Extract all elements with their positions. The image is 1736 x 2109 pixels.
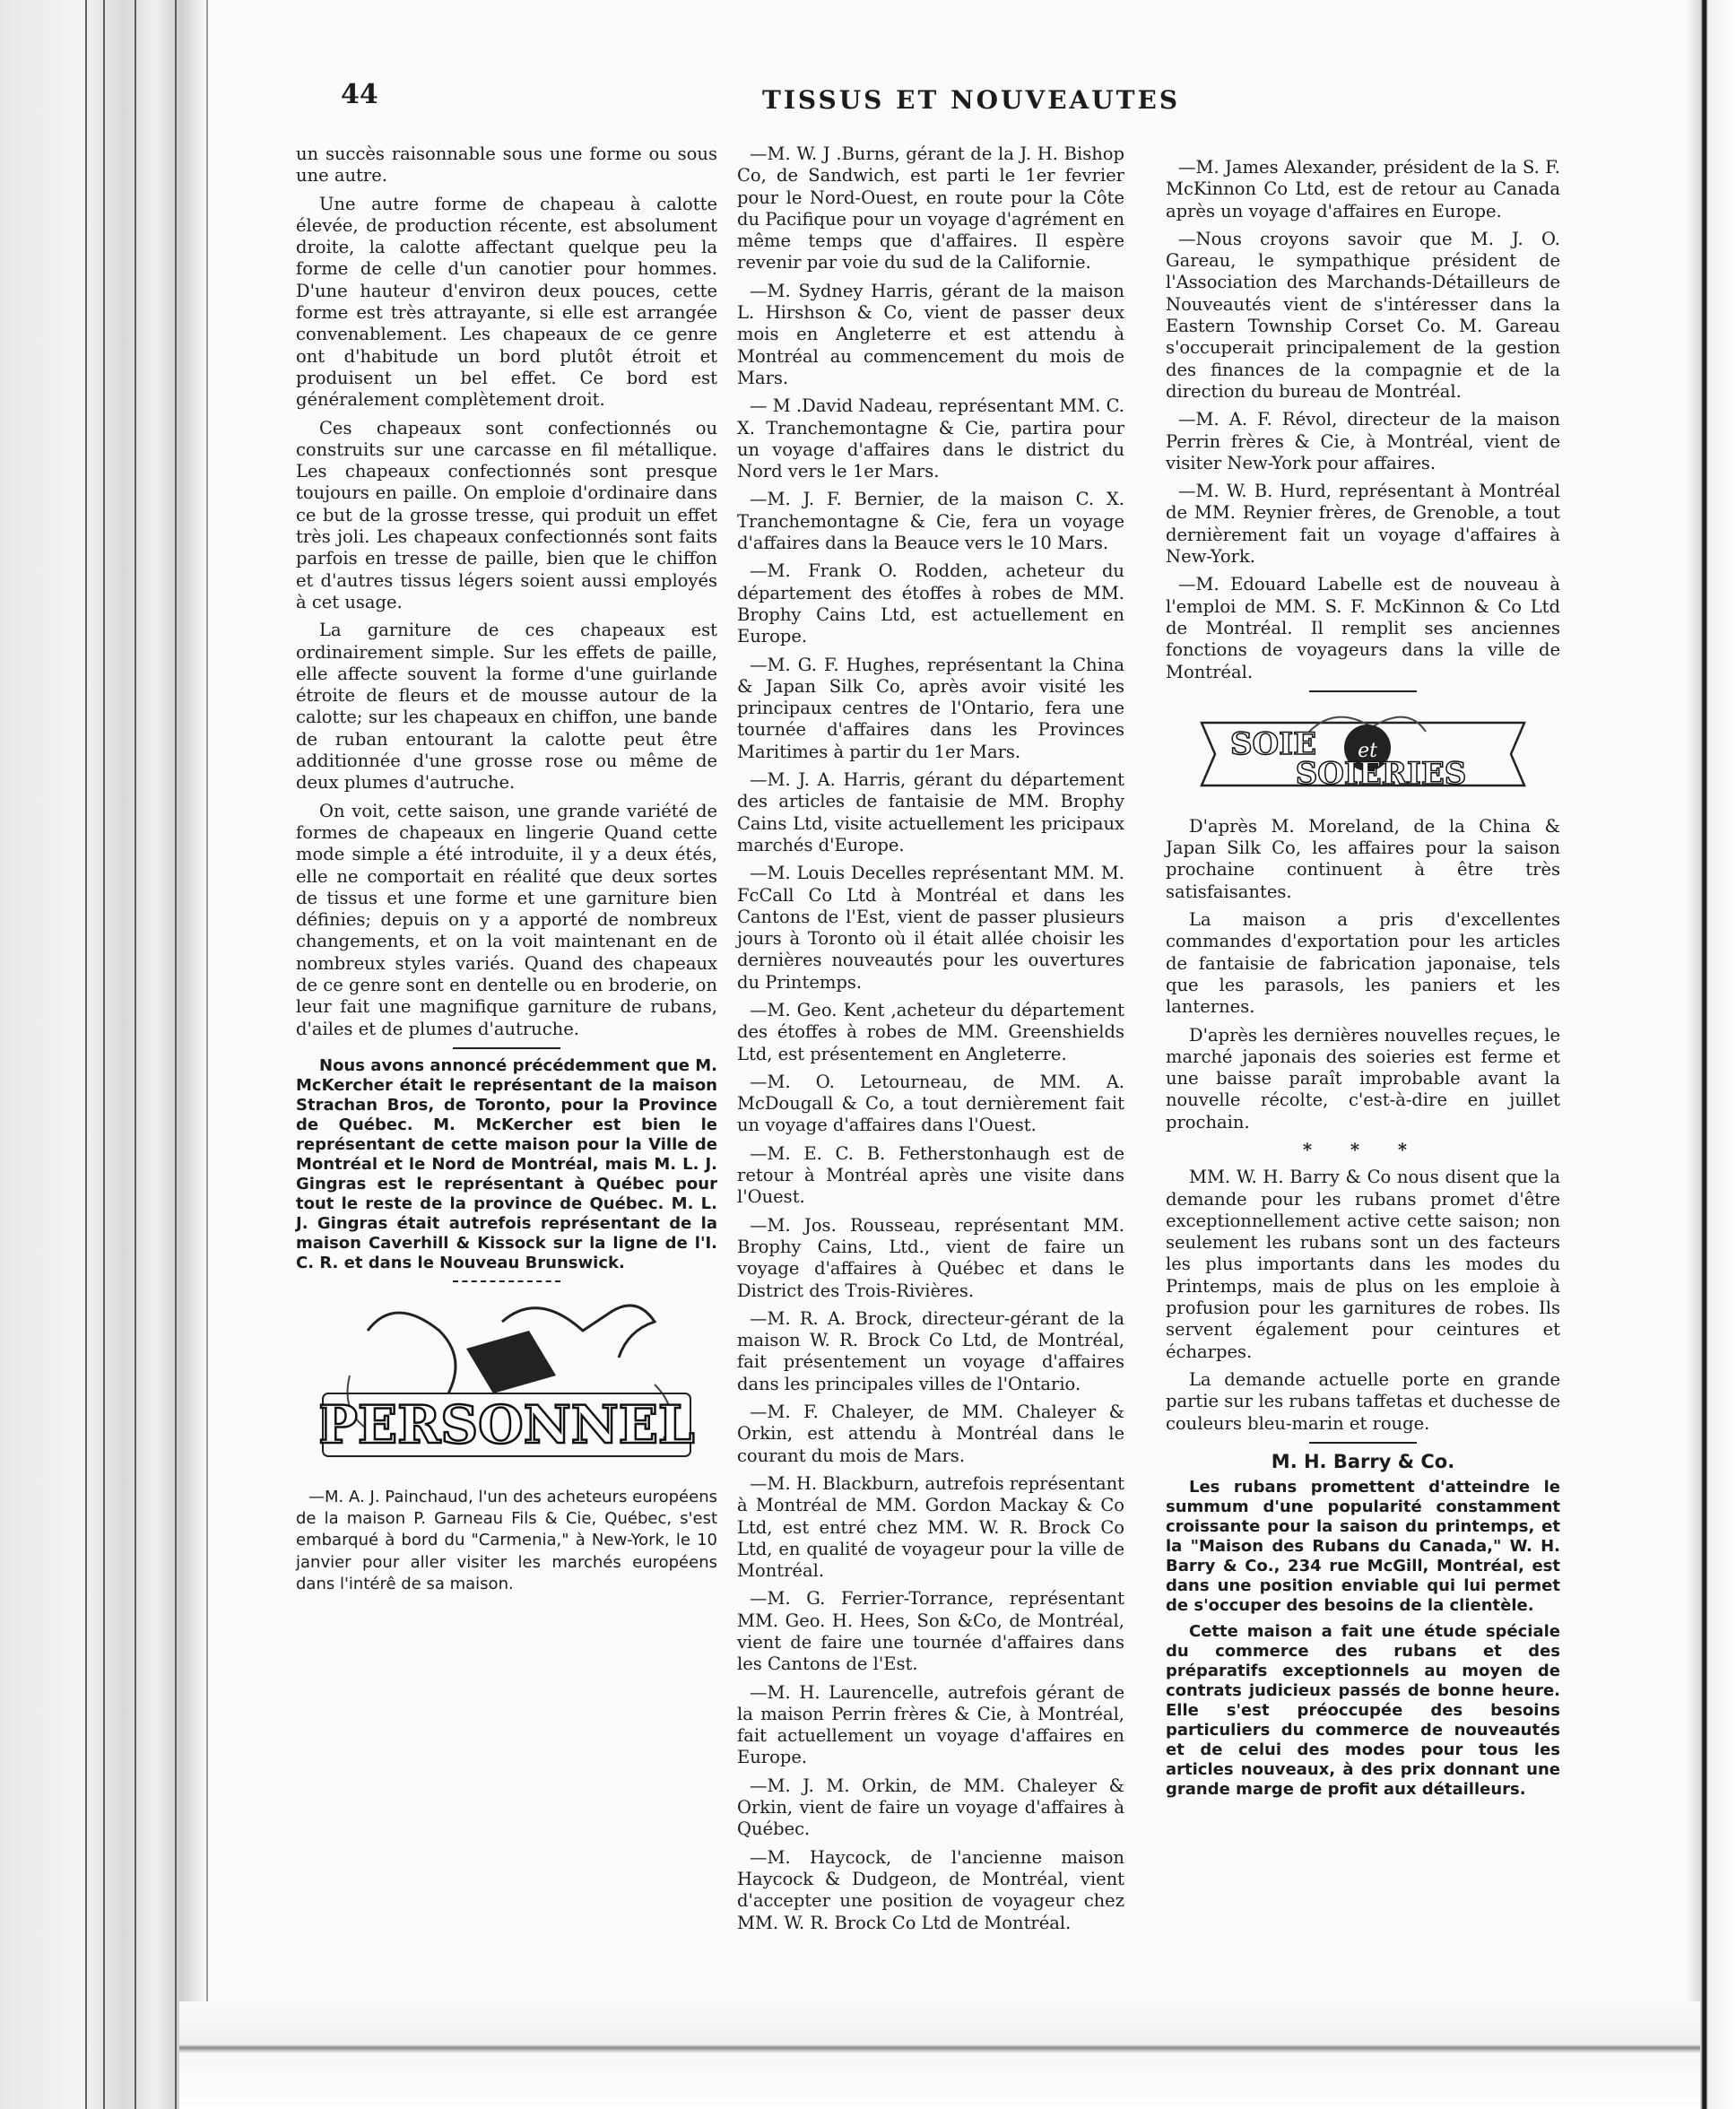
divider xyxy=(453,1047,560,1049)
column-2 xyxy=(737,143,1124,1940)
personnel-item: —M. G. Ferrier-Torrance, représentant MM. Geo. H. Hees, Son &Co, de Montréal, vient de faire une tournée d'affaires dans les Cantons de l'Est. xyxy=(737,1588,1124,1675)
paragraph: La maison a pris d'excellentes commandes d'exportation pour les articles de fantaisie de fabrication japonaise, tels que les parasols, les paniers et les lanternes. xyxy=(1166,909,1560,1018)
book-bottom-edge xyxy=(179,2001,1700,2109)
soie-banner xyxy=(1193,705,1533,803)
personnel-item: —M. F. Chaleyer, de MM. Chaleyer & Orkin, est attendu à Montréal dans le courant du mois de Mars. xyxy=(737,1402,1124,1466)
personnel-item: —M. H. Blackburn, autrefois représentant à Montréal de MM. Gordon Mackay & Co Ltd, est entré chez MM. W. R. Brock Co Ltd, en qualité de voyageur pour la ville de Montréal. xyxy=(737,1472,1124,1582)
paragraph: D'après les dernières nouvelles reçues, le marché japonais des soieries est ferme et une baisse paraît improbable avant la nouvelle récolte, c'est-à-dire en juillet prochain. xyxy=(1166,1024,1560,1133)
personnel-item: —M. E. C. B. Fetherstonhaugh est de retour à Montréal après une visite dans l'Ouest. xyxy=(737,1142,1124,1208)
paragraph: Ces chapeaux sont confectionnés ou construits sur une carcasse en fil métallique. Les chapeaux confectionnés sont presque toujours en paille. On emploie d'ordinaire dans ce but de la grosse tresse, qui produit un effet très joli. Les chapeaux confectionnés sont faits parfois en tresse de paille, bien que le chiffon et d'autres tissus légers soient aussi employés à cet usage. xyxy=(296,417,717,612)
personnel-item: — M .David Nadeau, représentant MM. C. X. Tranchemontagne & Cie, partira pour un voyage d'affaires dans le district du Nord vers le 1er Mars. xyxy=(737,395,1124,482)
personnel-title: PERSONNEL xyxy=(318,1393,695,1455)
book-page-edges xyxy=(0,0,206,2109)
personnel-item: —M. James Alexander, président de la S. F. McKinnon Co Ltd, est de retour au Canada après un voyage d'affaires en Europe. xyxy=(1166,157,1560,221)
personnel-item: —M. Sydney Harris, gérant de la maison L. Hirshson & Co, vient de passer deux mois en Angleterre et est attendu à Montréal au commencement du mois de Mars. xyxy=(737,280,1124,388)
page-number: 44 xyxy=(341,79,378,110)
column-1 xyxy=(296,143,717,1601)
paragraph: On voit, cette saison, une grande variété de formes de chapeaux en lingerie Quand cette mode simple a été introduite, il y a deux étés, elle ne comportait en réalité que deux sortes de tissus et une forme et une garniture bien définies; depuis on y a apporté de nombreux changements, et on la voit maintenant en de nombreux styles variés. Quand des chapeaux de ce genre sont en dentelle ou en broderie, on leur fait une magnifique garniture de rubans, d'ailes et de plumes d'autruche. xyxy=(296,800,717,1039)
soie-ornament-icon xyxy=(1193,705,1533,803)
soieries-word: SOIERIES xyxy=(1295,755,1467,792)
notice-paragraph: Nous avons annoncé précédemment que M. McKercher était le représentant de la maison Strachan Bros, de Toronto, pour la Province de Québec. M. McKercher est bien le représentant de cette maison pour la Ville de Montréal et le Nord de Montréal, mais M. L. J. Gingras est le représentant à Québec pour tout le reste de la province de Québec. M. L. J. Gingras était autrefois représentant de la maison Caverhill & Kissock sur la ligne de l'I. C. R. et dans le Nouveau Brunswick. xyxy=(296,1055,717,1272)
personnel-item: —M. Frank O. Rodden, acheteur du département des étoffes à robes de MM. Brophy Cains Ltd, est actuellement en Europe. xyxy=(737,560,1124,647)
personnel-item: —M. H. Laurencelle, autrefois gérant de la maison Perrin frères & Cie, à Montréal, fait actuellement un voyage d'affaires en Europe. xyxy=(737,1681,1124,1768)
personnel-item: —M. G. F. Hughes, représentant la China & Japan Silk Co, après avoir visité les principaux centres de l'Ontario, fera une tournée d'affaires dans les Provinces Maritimes à partir du 1er Mars. xyxy=(737,654,1124,762)
paragraph: MM. W. H. Barry & Co nous disent que la demande pour les rubans promet d'être exceptionnellement active cette saison; non seulement les rubans sont un des facteurs les plus importants dans les modes du Printemps, mais de plus on les emploie à profusion pour les garnitures de robes. Ils servent également pour ceintures et écharpes. xyxy=(1166,1167,1560,1362)
personnel-item: —M. W. J .Burns, gérant de la J. H. Bishop Co, de Sandwich, est parti le 1er fevrier pour le Nord-Ouest, en route pour la Côte du Pacifique pour un voyage d'agrément en même temps que d'affaires. Il espère revenir par voie du sud de la Californie. xyxy=(737,143,1124,273)
personnel-item: —M. O. Letourneau, de MM. A. McDougall & Co, a tout dernièrement fait un voyage d'affaires dans l'Ouest. xyxy=(737,1071,1124,1136)
personnel-item: —M. J. A. Harris, gérant du département des articles de fantaisie de MM. Brophy Cains Ltd, visite actuellement les pricipaux marchés d'Europe. xyxy=(737,769,1124,855)
paragraph: La garniture de ces chapeaux est ordinairement simple. Sur les effets de paille, elle affecte souvent la forme d'une guirlande étroite de fleurs et de mousse autour de la calotte; sur les chapeaux en chiffon, une bande de ruban entourant la calotte peut être additionnée d'une grosse rose ou même de deux plumes d'autruche. xyxy=(296,620,717,794)
personnel-item: —M. A. J. Painchaud, l'un des acheteurs européens de la maison P. Garneau Fils & Cie, Québec, s'est embarqué à bord du "Carmenia," à New-York, le 10 janvier pour aller visiter les marchés européens dans l'intérê de sa maison. xyxy=(296,1487,717,1594)
personnel-item: —M. R. A. Brock, directeur-gérant de la maison W. R. Brock Co Ltd, de Montréal, fait présentement un voyage d'affaires dans les principales villes de l'Ontario. xyxy=(737,1307,1124,1394)
personnel-item: —M. Geo. Kent ,acheteur du département des étoffes à robes de MM. Greenshields Ltd, est présentement en Angleterre. xyxy=(737,999,1124,1064)
personnel-item: —M. J. M. Orkin, de MM. Chaleyer & Orkin, vient de faire un voyage d'affaires à Québec. xyxy=(737,1775,1124,1840)
paragraph: La demande actuelle porte en grande partie sur les rubans taffetas et duchesse de couleurs bleu-marin et rouge. xyxy=(1166,1368,1560,1434)
personnel-item: —M. W. B. Hurd, représentant à Montréal de MM. Reynier frères, de Grenoble, a tout dernièrement fait un voyage d'affaires à New-York. xyxy=(1166,481,1560,568)
bold-block xyxy=(1166,1478,1560,1800)
soie-word: SOIE xyxy=(1230,725,1316,762)
section-heading: M. H. Barry & Co. xyxy=(1271,1450,1455,1472)
personnel-ornament-icon xyxy=(314,1295,699,1474)
personnel-item: —M. J. F. Bernier, de la maison C. X. Tranchemontagne & Cie, fera un voyage d'affaires dans la Beauce vers le 10 Mars. xyxy=(737,489,1124,554)
paragraph: D'après M. Moreland, de la China & Japan Silk Co, les affaires pour la saison prochaine continuent à être très satisfaisantes. xyxy=(1166,815,1560,902)
paragraph: Les rubans promettent d'atteindre le summum d'une popularité constamment croissante pour la saison du printemps, et la "Maison des Rubans du Canada," W. H. Barry & Co., 234 rue McGill, Montréal, est dans une position enviable qui lui permet de s'occuper des besoins de la clientèle. xyxy=(1166,1478,1560,1616)
personnel-item: —M. Haycock, de l'ancienne maison Haycock & Dudgeon, de Montréal, vient d'accepter une position de voyageur chez MM. W. R. Brock Co Ltd de Montréal. xyxy=(737,1846,1124,1933)
paragraph: un succès raisonnable sous une forme ou sous une autre. xyxy=(296,143,717,187)
personnel-item: —Nous croyons savoir que M. J. O. Gareau, le sympathique président de l'Association des Marchands-Détailleurs de Nouveautés vient de s'intéresser dans la Eastern Township Corset Co. M. Gareau s'occuperait principalement de la gestion des finances de la compagnie et de la direction du bureau de Montréal. xyxy=(1166,228,1560,402)
book-right-edge xyxy=(1686,0,1736,2109)
personnel-item: —M. Jos. Rousseau, représentant MM. Brophy Cains, Ltd., vient de faire un voyage d'affaires à Québec et dans le District des Trois-Rivières. xyxy=(737,1214,1124,1301)
divider xyxy=(453,1280,560,1282)
divider xyxy=(1309,1442,1417,1444)
section-stars: * * * xyxy=(1302,1139,1424,1160)
divider xyxy=(1309,690,1417,692)
personnel-banner xyxy=(314,1295,699,1474)
personnel-item: —M. Louis Decelles représentant MM. M. FcCall Co Ltd à Montréal et dans les Cantons de l'Est, vient de passer plusieurs jours à Toronto où il était allée choisir les dernières nouveautés pour les ouvertures du Printemps. xyxy=(737,863,1124,993)
personnel-item: —M. Edouard Labelle est de nouveau à l'emploi de MM. S. F. McKinnon & Co Ltd de Montréal. Il remplit ses anciennes fonctions de voyageurs dans la ville de Montréal. xyxy=(1166,574,1560,682)
et-word: et xyxy=(1358,739,1377,762)
running-title: TISSUS ET NOUVEAUTES xyxy=(762,85,1181,115)
paragraph: Cette maison a fait une étude spéciale du commerce des rubans et des préparatifs exceptionnels au moyen de contrats judicieux passés de bonne heure. Elle s'est préoccupée des besoins particuliers du commerce de nouveautés et de celui des modes pour tous les articles nouveaux, à des prix donnant une grande marge de profit aux détailleurs. xyxy=(1166,1622,1560,1800)
column-3 xyxy=(1166,157,1560,1806)
paragraph: Une autre forme de chapeau à calotte élevée, de production récente, est absolument droite, la calotte affectant quelque peu la forme de celle d'un canotier pour hommes. D'une hauteur d'environ deux pouces, cette forme est très attrayante, si elle est arrangée convenablement. Les chapeaux de ce genre ont d'habitude un bord plutôt étroit et produisent un bel effet. Ce bord est généralement complètement droit. xyxy=(296,193,717,411)
personnel-item: —M. A. F. Révol, directeur de la maison Perrin frères & Cie, à Montréal, vient de visiter New-York pour affaires. xyxy=(1166,409,1560,473)
